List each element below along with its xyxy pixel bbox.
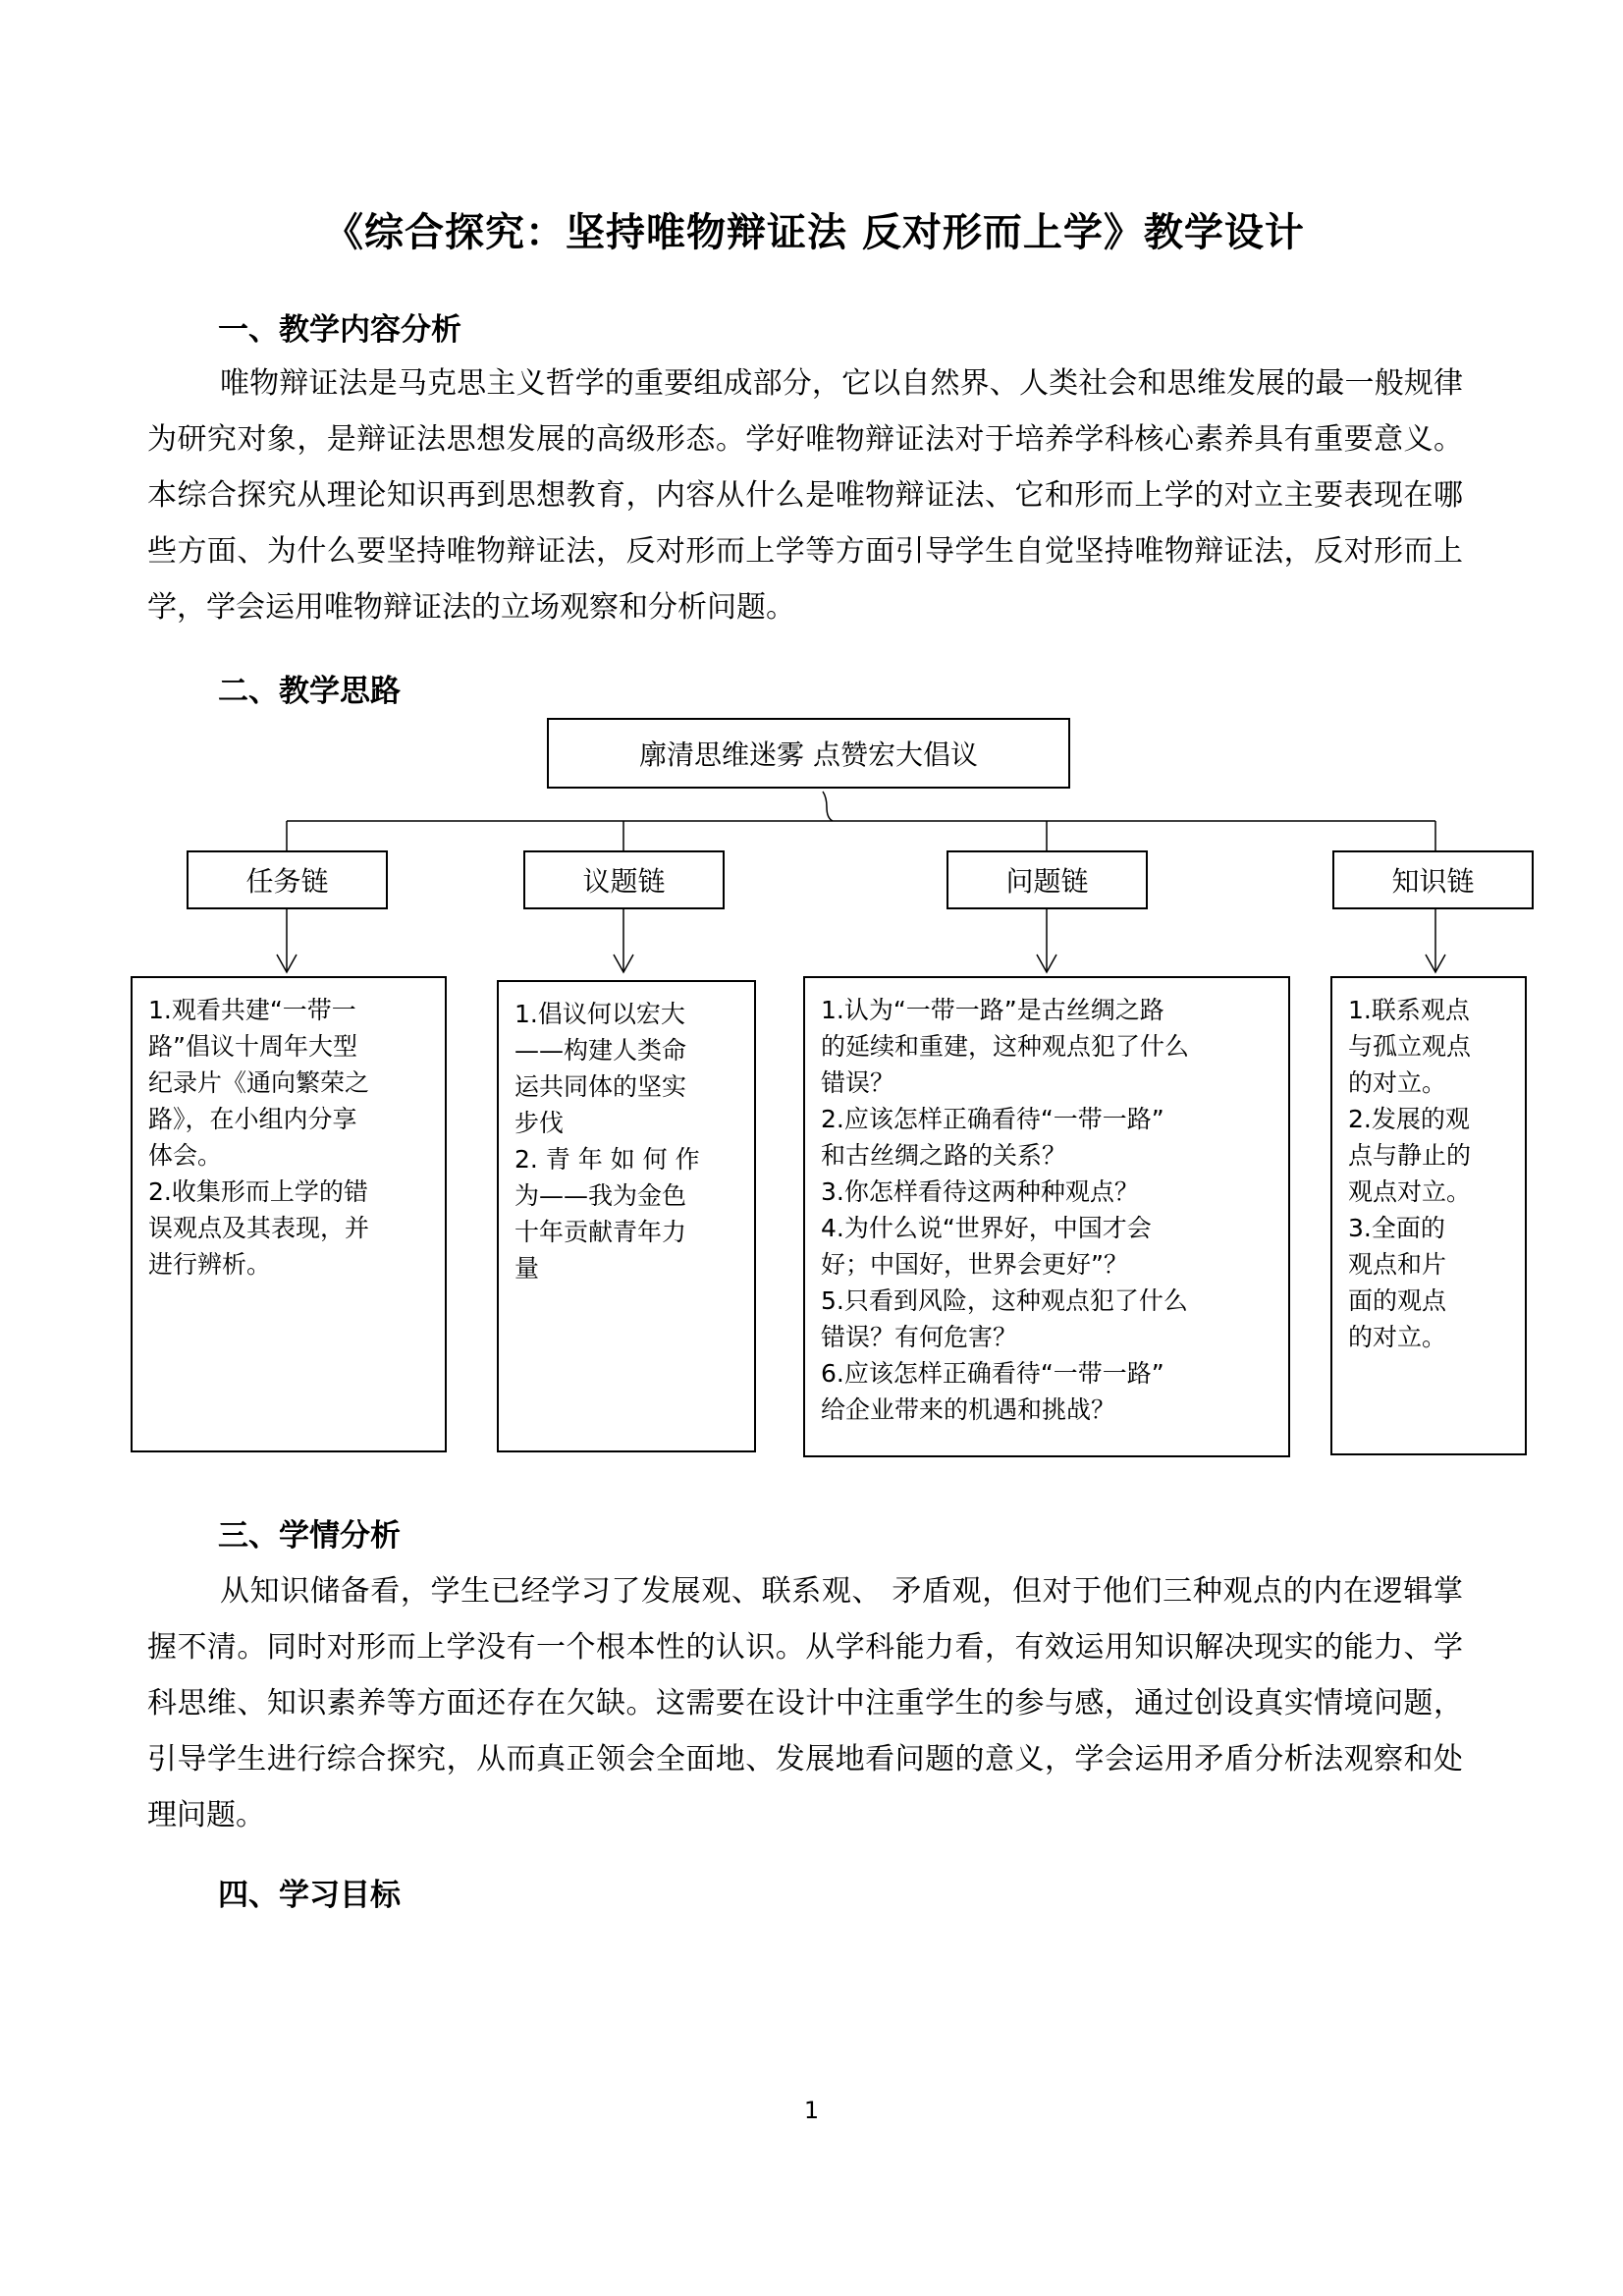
question-line: 错误？有何危害？ <box>821 1323 1018 1351</box>
task-line: 误观点及其表现，并 <box>148 1214 370 1242</box>
page-title: 《综合探究：坚持唯物辩证法 反对形而上学》教学设计 <box>324 210 1305 255</box>
issue-line: 为——我为金色 <box>514 1181 687 1210</box>
knowledge-chain-details <box>1330 976 1527 1455</box>
task-line: 进行辨析。 <box>148 1250 272 1279</box>
section-heading-learning-goals: 四、学习目标 <box>218 1878 401 1913</box>
diagram-top-box: 廓清思维迷雾 点赞宏大倡议 <box>547 718 1070 789</box>
question-line: 6.应该怎样正确看待“一带一路” <box>821 1359 1164 1388</box>
page-number: 1 <box>803 2097 820 2124</box>
content-analysis-paragraph: 唯物辩证法是马克思主义哲学的重要组成部分，它以自然界、人类社会和思维发展的最一般规律为研究对象，是辩证法思想发展的高级形态。学好唯物辩证法对于培养学科核心素养具有重要意义。本综合探究从理论知识再到思想教育，内容从什么是唯物辩证法、它和形而上学的对立主要表现在哪些方面、为什么要坚持唯物辩证法，反对形而上学等方面引导学生自觉坚持唯物辩证法，反对形而上学，学会运用唯物辩证法的立场观察和分析问题。 <box>147 366 1463 625</box>
task-line: 路”倡议十周年大型 <box>148 1032 357 1061</box>
question-line: 2.应该怎样正确看待“一带一路” <box>821 1105 1164 1133</box>
issue-line: 十年贡献青年力 <box>514 1218 687 1246</box>
question-line: 好；中国好，世界会更好”？ <box>821 1250 1128 1279</box>
knowledge-line: 的对立。 <box>1348 1068 1447 1097</box>
question-line: 1.认为“一带一路”是古丝绸之路 <box>821 996 1164 1024</box>
knowledge-line: 1.联系观点 <box>1348 996 1470 1024</box>
question-chain-details <box>803 976 1290 1457</box>
issue-line: ——构建人类命 <box>514 1036 687 1065</box>
knowledge-line: 与孤立观点 <box>1348 1032 1472 1061</box>
task-line: 1.观看共建“一带一 <box>148 996 356 1024</box>
knowledge-line: 观点和片 <box>1348 1250 1447 1279</box>
question-line: 3.你怎样看待这两种种观点？ <box>821 1177 1139 1206</box>
question-line: 5.只看到风险，这种观点犯了什么 <box>821 1286 1188 1315</box>
knowledge-chain-box: 知识链 <box>1332 850 1534 909</box>
task-line: 纪录片《通向繁荣之 <box>148 1068 370 1097</box>
task-line: 2.收集形而上学的错 <box>148 1177 368 1206</box>
question-line: 4.为什么说“世界好，中国才会 <box>821 1214 1152 1242</box>
question-line: 给企业带来的机遇和挑战？ <box>821 1395 1116 1424</box>
knowledge-line: 2.发展的观 <box>1348 1105 1470 1133</box>
section-heading-teaching-approach: 二、教学思路 <box>218 674 401 709</box>
section-heading-learner-analysis: 三、学情分析 <box>218 1518 401 1554</box>
task-chain-details <box>131 976 447 1452</box>
knowledge-line: 3.全面的 <box>1348 1214 1445 1242</box>
task-line: 路》，在小组内分享 <box>148 1105 357 1133</box>
knowledge-line: 面的观点 <box>1348 1286 1447 1315</box>
question-line: 和古丝绸之路的关系？ <box>821 1141 1067 1170</box>
issue-chain-details <box>497 980 756 1452</box>
issue-line: 2. 青 年 如 何 作 <box>514 1145 700 1174</box>
task-chain-box: 任务链 <box>187 850 388 909</box>
issue-line: 1.倡议何以宏大 <box>514 1000 685 1028</box>
question-line: 的延续和重建，这种观点犯了什么 <box>821 1032 1190 1061</box>
issue-line: 量 <box>514 1254 540 1283</box>
question-line: 错误？ <box>821 1068 895 1097</box>
knowledge-line: 点与静止的 <box>1348 1141 1472 1170</box>
section-heading-content-analysis: 一、教学内容分析 <box>218 312 461 348</box>
question-chain-box: 问题链 <box>947 850 1148 909</box>
task-line: 体会。 <box>148 1141 223 1170</box>
learner-analysis-paragraph: 从知识储备看，学生已经学习了发展观、联系观、 矛盾观，但对于他们三种观点的内在逻辑掌握不清。同时对形而上学没有一个根本性的认识。从学科能力看，有效运用知识解决现实的能力、学科思维、知识素养等方面还存在欠缺。这需要在设计中注重学生的参与感，通过创设真实情境问题，引导学生进行综合探究，从而真正领会全面地、发展地看问题的意义，学会运用矛盾分析法观察和处理问题。 <box>147 1574 1463 1832</box>
issue-line: 步伐 <box>514 1109 565 1137</box>
issue-line: 运共同体的坚实 <box>514 1072 687 1101</box>
knowledge-line: 观点对立。 <box>1348 1177 1472 1206</box>
issue-chain-box: 议题链 <box>523 850 725 909</box>
knowledge-line: 的对立。 <box>1348 1323 1447 1351</box>
